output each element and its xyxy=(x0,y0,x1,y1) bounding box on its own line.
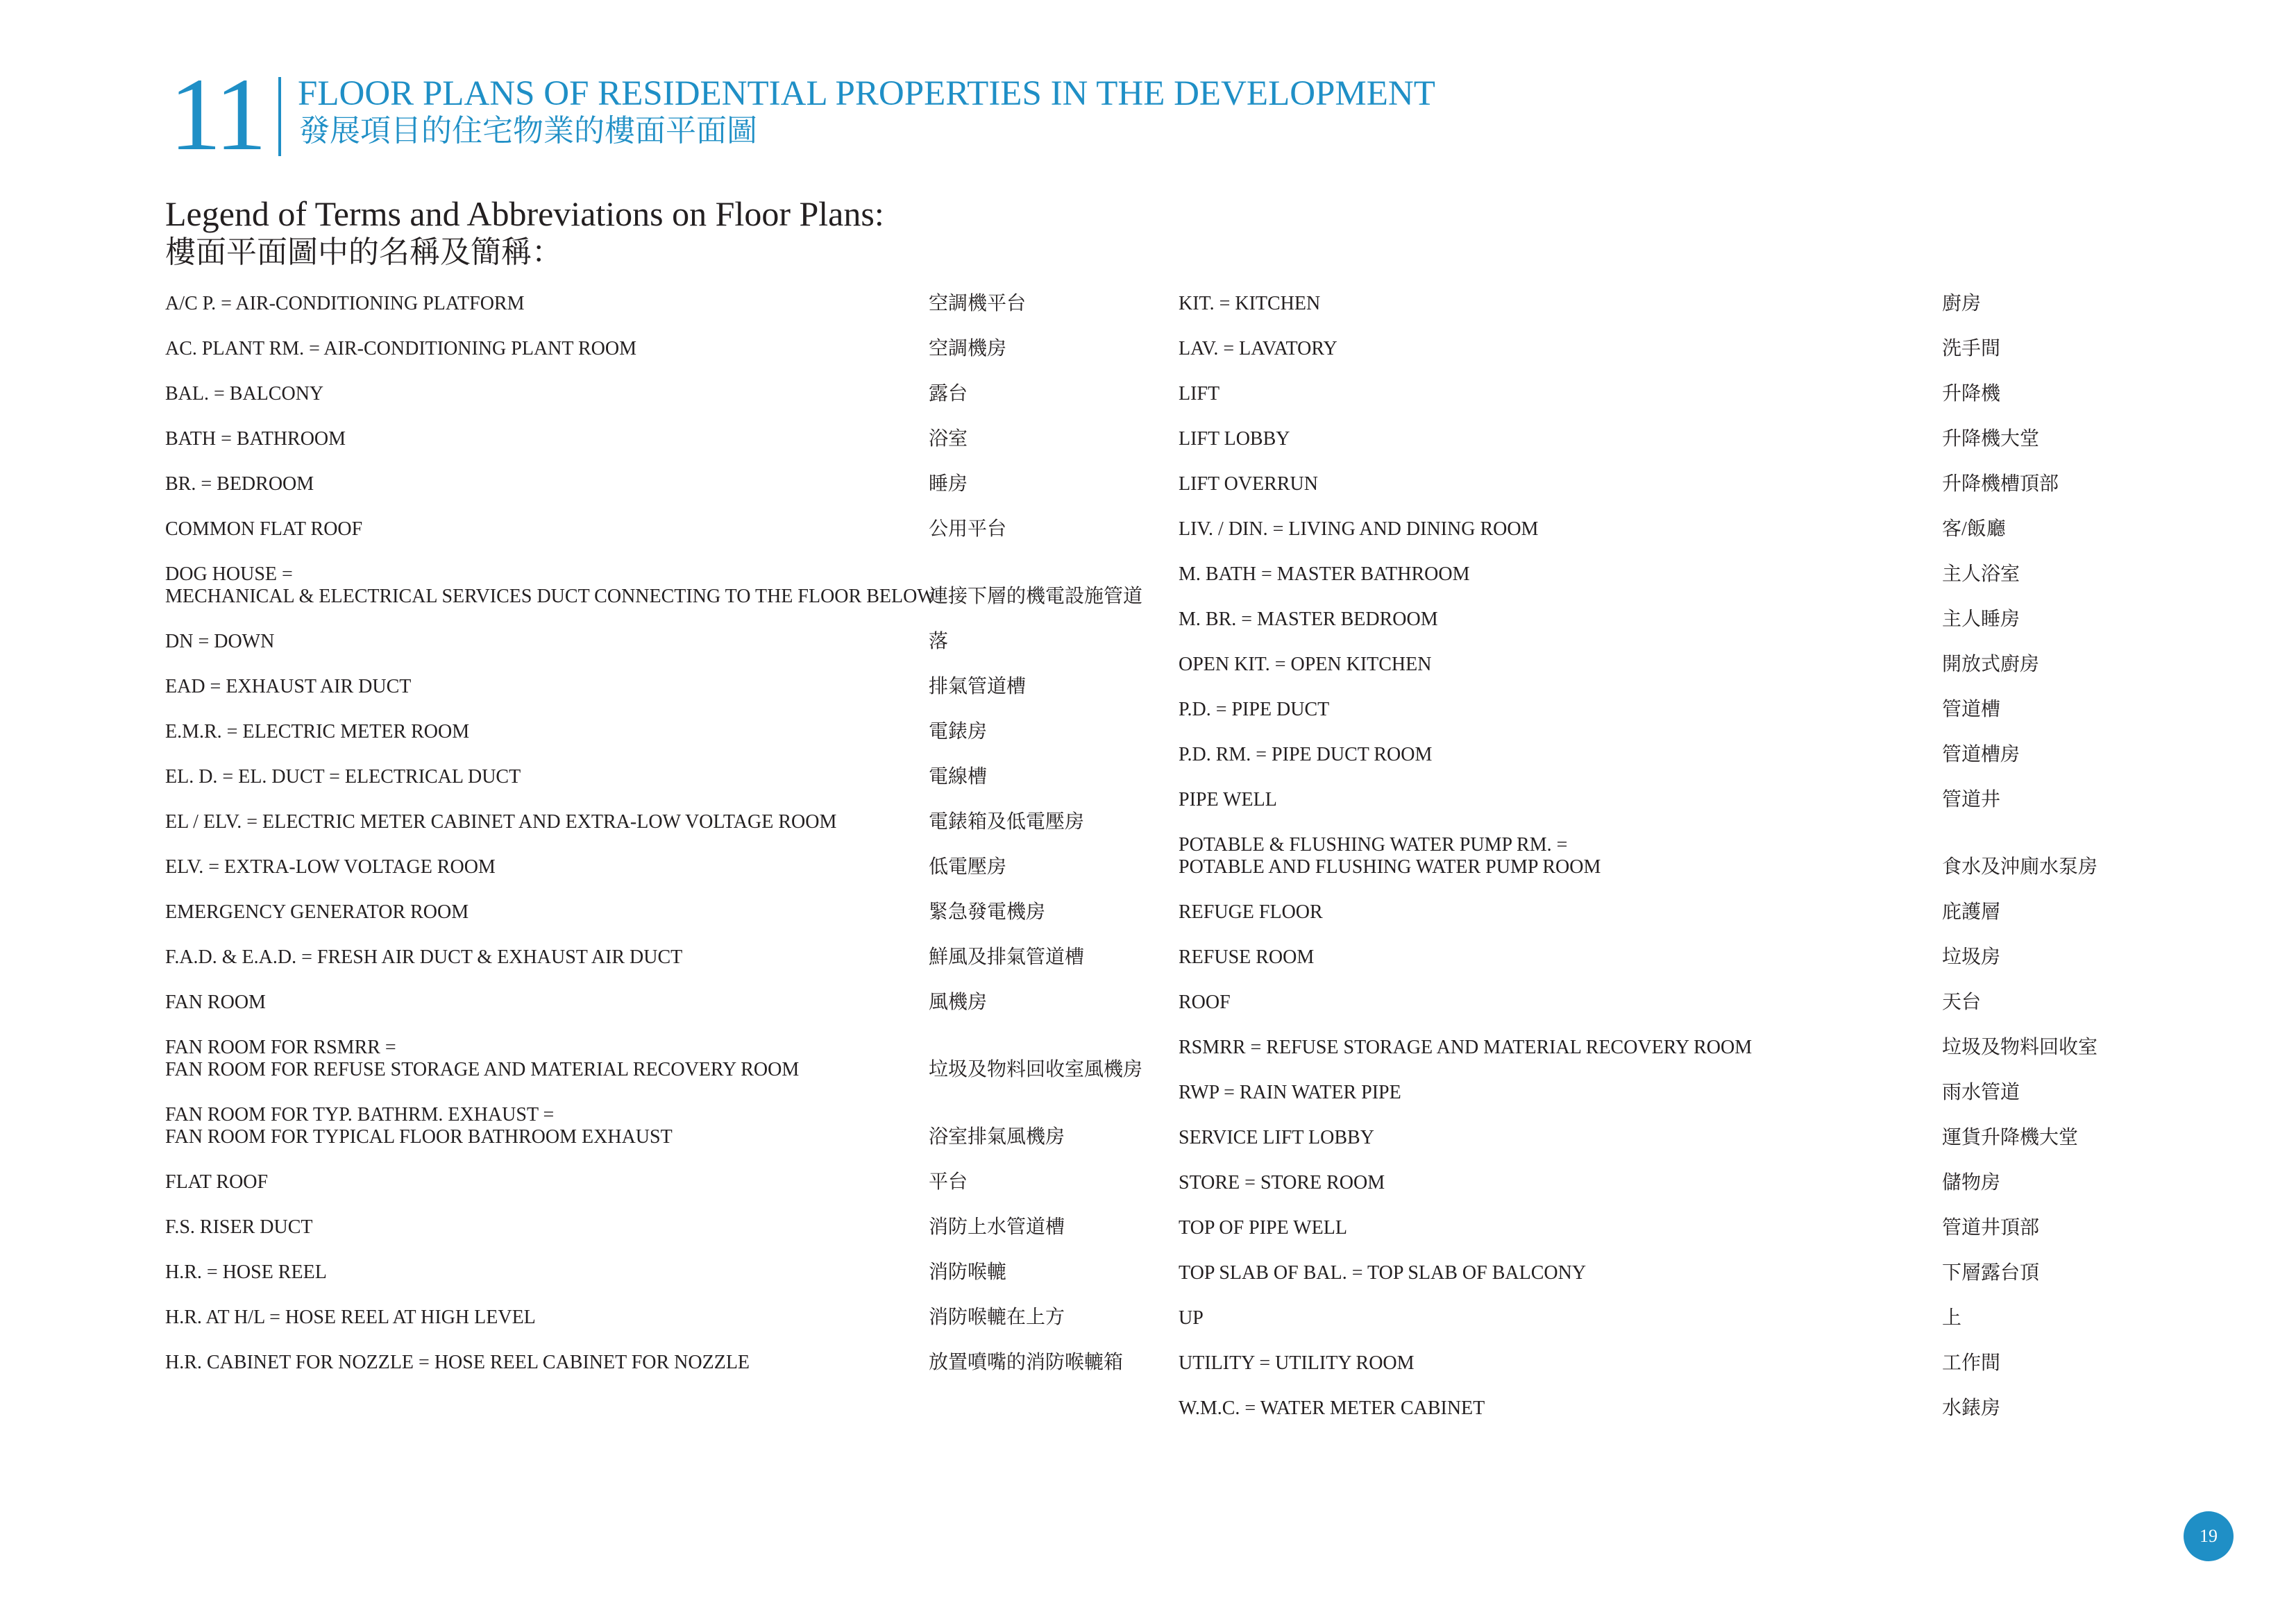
term-english: FAN ROOM xyxy=(165,992,266,1013)
term-row xyxy=(165,1342,1165,1387)
term-row xyxy=(165,418,1165,464)
term-english: H.R. = HOSE REEL xyxy=(165,1261,327,1283)
term-english: TOP OF PIPE WELL xyxy=(1179,1217,1347,1239)
term-english: E.M.R. = ELECTRIC METER ROOM xyxy=(165,721,470,742)
term-chinese: 客/飯廳 xyxy=(1942,518,2006,540)
term-english: AC. PLANT RM. = AIR-CONDITIONING PLANT ROOM xyxy=(165,338,636,359)
term-english: FLAT ROOF xyxy=(165,1171,269,1193)
term-chinese: 浴室 xyxy=(929,428,968,450)
term-english: P.D. = PIPE DUCT xyxy=(1179,699,1330,720)
terms-column-left xyxy=(165,283,1165,1387)
term-row xyxy=(165,801,1165,847)
term-english: M. BR. = MASTER BEDROOM xyxy=(1179,609,1438,630)
term-row xyxy=(1179,892,2150,937)
term-row xyxy=(165,464,1165,509)
term-english: POTABLE & FLUSHING WATER PUMP RM. = POTABLE AND FLUSHING WATER PUMP ROOM xyxy=(1179,834,1601,878)
term-row xyxy=(1179,1343,2150,1388)
term-chinese: 放置噴嘴的消防喉轆箱 xyxy=(929,1352,1124,1373)
term-english: M. BATH = MASTER BATHROOM xyxy=(1179,563,1470,585)
term-english: EMERGENCY GENERATOR ROOM xyxy=(165,901,469,923)
term-english: BAL. = BALCONY xyxy=(165,383,324,405)
term-row xyxy=(165,937,1165,982)
term-row xyxy=(1179,509,2150,554)
term-row xyxy=(1179,689,2150,734)
term-english: TOP SLAB OF BAL. = TOP SLAB OF BALCONY xyxy=(1179,1262,1587,1284)
term-english: LAV. = LAVATORY xyxy=(1179,338,1337,359)
term-chinese: 洗手間 xyxy=(1942,338,2001,359)
term-english: LIFT LOBBY xyxy=(1179,428,1290,450)
term-chinese: 垃圾房 xyxy=(1942,946,2001,968)
section-number: 11 xyxy=(169,57,264,172)
term-english: H.R. AT H/L = HOSE REEL AT HIGH LEVEL xyxy=(165,1307,536,1328)
term-row xyxy=(1179,554,2150,599)
term-english: KIT. = KITCHEN xyxy=(1179,293,1321,314)
term-row xyxy=(1179,418,2150,464)
term-row xyxy=(165,328,1165,373)
term-english: ELV. = EXTRA-LOW VOLTAGE ROOM xyxy=(165,856,496,878)
term-chinese: 排氣管道槽 xyxy=(929,676,1027,697)
term-row xyxy=(1179,824,2150,892)
term-english: LIFT OVERRUN xyxy=(1179,473,1318,495)
term-chinese: 運貨升降機大堂 xyxy=(1942,1127,2079,1148)
term-english: A/C P. = AIR-CONDITIONING PLATFORM xyxy=(165,293,525,314)
term-chinese: 低電壓房 xyxy=(929,856,1007,878)
terms-column-right xyxy=(1179,283,2150,1433)
term-row xyxy=(165,554,1165,621)
term-row xyxy=(1179,599,2150,644)
term-row xyxy=(1179,779,2150,824)
term-chinese: 管道井 xyxy=(1942,789,2001,810)
term-english: COMMON FLAT ROOF xyxy=(165,518,363,540)
term-english: REFUSE ROOM xyxy=(1179,946,1315,968)
term-row xyxy=(1179,328,2150,373)
term-english: W.M.C. = WATER METER CABINET xyxy=(1179,1397,1485,1419)
term-chinese: 庇護層 xyxy=(1942,901,2001,923)
term-english: PIPE WELL xyxy=(1179,789,1277,810)
term-chinese: 垃圾及物料回收室風機房 xyxy=(929,1059,1143,1080)
term-row xyxy=(165,283,1165,328)
term-row xyxy=(1179,734,2150,779)
term-chinese: 電線槽 xyxy=(929,766,988,788)
term-chinese: 消防上水管道槽 xyxy=(929,1216,1065,1238)
term-chinese: 電錶房 xyxy=(929,721,988,742)
term-english: STORE = STORE ROOM xyxy=(1179,1172,1385,1193)
term-row xyxy=(165,756,1165,801)
term-english: BATH = BATHROOM xyxy=(165,428,346,450)
term-chinese: 廚房 xyxy=(1942,293,1982,314)
term-chinese: 平台 xyxy=(929,1171,968,1193)
term-row xyxy=(1179,1252,2150,1298)
term-english: DN = DOWN xyxy=(165,631,275,652)
term-english: DOG HOUSE = MECHANICAL & ELECTRICAL SERVICES DUCT CONNECTING TO THE FLOOR BELOW xyxy=(165,563,936,607)
term-english: SERVICE LIFT LOBBY xyxy=(1179,1127,1374,1148)
term-row xyxy=(165,847,1165,892)
term-row xyxy=(165,1207,1165,1252)
term-english: LIV. / DIN. = LIVING AND DINING ROOM xyxy=(1179,518,1539,540)
term-english: LIFT xyxy=(1179,383,1220,405)
term-chinese: 升降機 xyxy=(1942,383,2001,405)
term-chinese: 鮮風及排氣管道槽 xyxy=(929,946,1085,968)
term-chinese: 升降機槽頂部 xyxy=(1942,473,2059,495)
term-english: F.A.D. & E.A.D. = FRESH AIR DUCT & EXHAUST AIR DUCT xyxy=(165,946,683,968)
term-row xyxy=(1179,1072,2150,1117)
term-row xyxy=(165,1027,1165,1094)
term-row xyxy=(1179,1388,2150,1433)
term-row xyxy=(1179,1027,2150,1072)
term-row xyxy=(1179,1117,2150,1162)
term-row xyxy=(165,1252,1165,1297)
term-chinese: 管道井頂部 xyxy=(1942,1217,2040,1239)
term-chinese: 上 xyxy=(1942,1307,1962,1329)
term-chinese: 天台 xyxy=(1942,992,1982,1013)
term-chinese: 落 xyxy=(929,631,949,652)
term-row xyxy=(165,621,1165,666)
term-english: REFUGE FLOOR xyxy=(1179,901,1323,923)
term-row xyxy=(1179,982,2150,1027)
term-row xyxy=(165,1094,1165,1162)
term-english: FAN ROOM FOR TYP. BATHRM. EXHAUST = FAN ROOM FOR TYPICAL FLOOR BATHROOM EXHAUST xyxy=(165,1104,673,1148)
term-row xyxy=(165,1162,1165,1207)
term-row xyxy=(165,892,1165,937)
term-chinese: 消防喉轆 xyxy=(929,1261,1007,1283)
term-chinese: 風機房 xyxy=(929,992,988,1013)
term-english: H.R. CABINET FOR NOZZLE = HOSE REEL CABINET FOR NOZZLE xyxy=(165,1352,750,1373)
term-row xyxy=(1179,644,2150,689)
term-english: UP xyxy=(1179,1307,1204,1329)
term-row xyxy=(1179,464,2150,509)
term-row xyxy=(1179,1162,2150,1207)
term-chinese: 垃圾及物料回收室 xyxy=(1942,1037,2098,1058)
term-chinese: 主人睡房 xyxy=(1942,609,2020,630)
term-english: FAN ROOM FOR RSMRR = FAN ROOM FOR REFUSE STORAGE AND MATERIAL RECOVERY ROOM xyxy=(165,1037,800,1080)
term-english: UTILITY = UTILITY ROOM xyxy=(1179,1352,1415,1374)
term-row xyxy=(165,666,1165,711)
term-chinese: 管道槽 xyxy=(1942,699,2001,720)
term-chinese: 露台 xyxy=(929,383,968,405)
page-title-zh: 發展項目的住宅物業的樓面平面圖 xyxy=(299,114,757,148)
page-title-en: FLOOR PLANS OF RESIDENTIAL PROPERTIES IN THE DEVELOPMENT xyxy=(298,74,1435,113)
term-chinese: 睡房 xyxy=(929,473,968,495)
term-english: EL / ELV. = ELECTRIC METER CABINET AND EXTRA-LOW VOLTAGE ROOM xyxy=(165,811,837,833)
term-chinese: 主人浴室 xyxy=(1942,563,2020,585)
term-chinese: 浴室排氣風機房 xyxy=(929,1126,1065,1148)
term-chinese: 電錶箱及低電壓房 xyxy=(929,811,1085,833)
term-row xyxy=(165,373,1165,418)
term-chinese: 連接下層的機電設施管道 xyxy=(929,586,1143,607)
term-row xyxy=(165,711,1165,756)
page-number-badge: 19 xyxy=(2184,1511,2234,1561)
term-row xyxy=(165,1297,1165,1342)
term-chinese: 工作間 xyxy=(1942,1352,2001,1374)
term-chinese: 升降機大堂 xyxy=(1942,428,2040,450)
term-english: RWP = RAIN WATER PIPE xyxy=(1179,1082,1401,1103)
term-chinese: 下層露台頂 xyxy=(1942,1262,2040,1284)
term-english: RSMRR = REFUSE STORAGE AND MATERIAL RECOVERY ROOM xyxy=(1179,1037,1753,1058)
term-row xyxy=(165,982,1165,1027)
legend-heading-zh: 樓面平面圖中的名稱及簡稱： xyxy=(165,235,562,269)
term-english: OPEN KIT. = OPEN KITCHEN xyxy=(1179,654,1432,675)
term-chinese: 空調機平台 xyxy=(929,293,1027,314)
term-english: BR. = BEDROOM xyxy=(165,473,314,495)
term-chinese: 管道槽房 xyxy=(1942,744,2020,765)
term-chinese: 消防喉轆在上方 xyxy=(929,1307,1065,1328)
term-row xyxy=(1179,1207,2150,1252)
header-divider xyxy=(278,77,281,156)
term-chinese: 儲物房 xyxy=(1942,1172,2001,1193)
term-chinese: 空調機房 xyxy=(929,338,1007,359)
term-row xyxy=(1179,1298,2150,1343)
term-english: F.S. RISER DUCT xyxy=(165,1216,313,1238)
term-chinese: 開放式廚房 xyxy=(1942,654,2040,675)
term-row xyxy=(1179,283,2150,328)
term-english: EL. D. = EL. DUCT = ELECTRICAL DUCT xyxy=(165,766,521,788)
term-chinese: 雨水管道 xyxy=(1942,1082,2020,1103)
term-chinese: 公用平台 xyxy=(929,518,1007,540)
term-english: P.D. RM. = PIPE DUCT ROOM xyxy=(1179,744,1433,765)
term-english: EAD = EXHAUST AIR DUCT xyxy=(165,676,412,697)
term-chinese: 緊急發電機房 xyxy=(929,901,1046,923)
term-chinese: 水錶房 xyxy=(1942,1397,2001,1419)
term-row xyxy=(1179,373,2150,418)
legend-heading-en: Legend of Terms and Abbreviations on Floor Plans: xyxy=(165,194,884,233)
term-chinese: 食水及沖廁水泵房 xyxy=(1942,856,2098,878)
term-row xyxy=(165,509,1165,554)
term-row xyxy=(1179,937,2150,982)
term-english: ROOF xyxy=(1179,992,1231,1013)
